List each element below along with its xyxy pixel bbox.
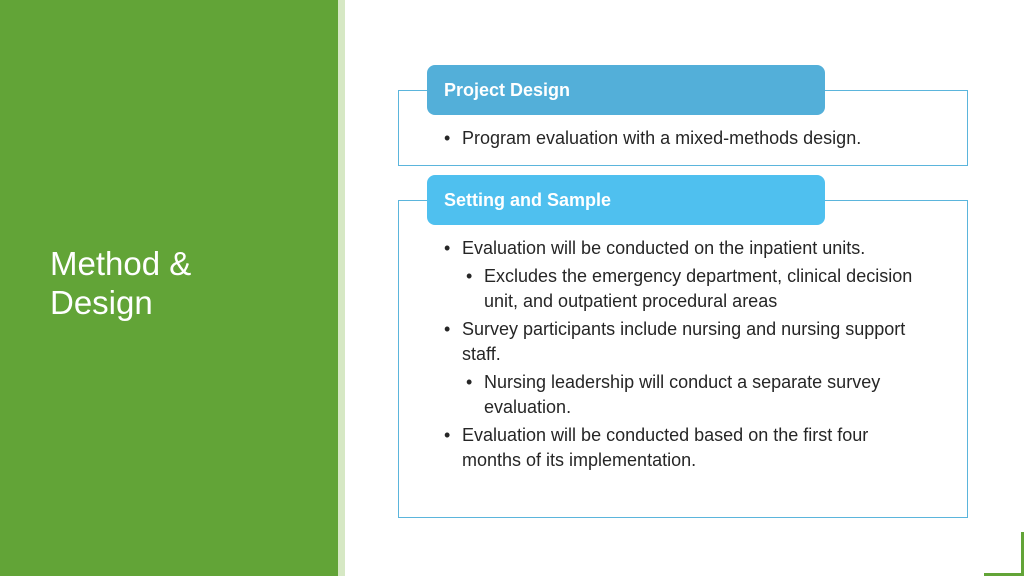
list-item: [444, 317, 914, 420]
bullet-text: Evaluation will be conducted on the inpatient units.: [462, 238, 866, 258]
list-item: [444, 423, 914, 473]
sub-bullet-text: Excludes the emergency department, clinical decision unit, and outpatient procedural areas: [484, 266, 913, 311]
sub-bullet-text: Nursing leadership will conduct a separate survey evaluation.: [484, 372, 881, 417]
sub-list-item: [464, 370, 914, 420]
left-accent-strip: [338, 0, 345, 576]
list-item: [444, 236, 914, 314]
setting-sample-header: Setting and Sample: [427, 175, 825, 225]
slide-title-line-1: Method &: [50, 245, 192, 282]
slide-title-line-2: Design: [50, 284, 153, 321]
project-design-header: Project Design: [427, 65, 825, 115]
list-item: [444, 126, 944, 151]
sub-list: [462, 264, 914, 314]
project-design-list: [444, 126, 944, 154]
setting-sample-list: [444, 236, 914, 476]
bullet-text: Evaluation will be conducted based on the first four months of its implementation.: [462, 425, 869, 470]
bullet-text: Program evaluation with a mixed-methods design.: [462, 128, 862, 148]
slide-title: [50, 244, 320, 322]
sub-list-item: [464, 264, 914, 314]
bullet-text: Survey participants include nursing and nursing support staff.: [462, 319, 906, 364]
sub-list: [462, 370, 914, 420]
